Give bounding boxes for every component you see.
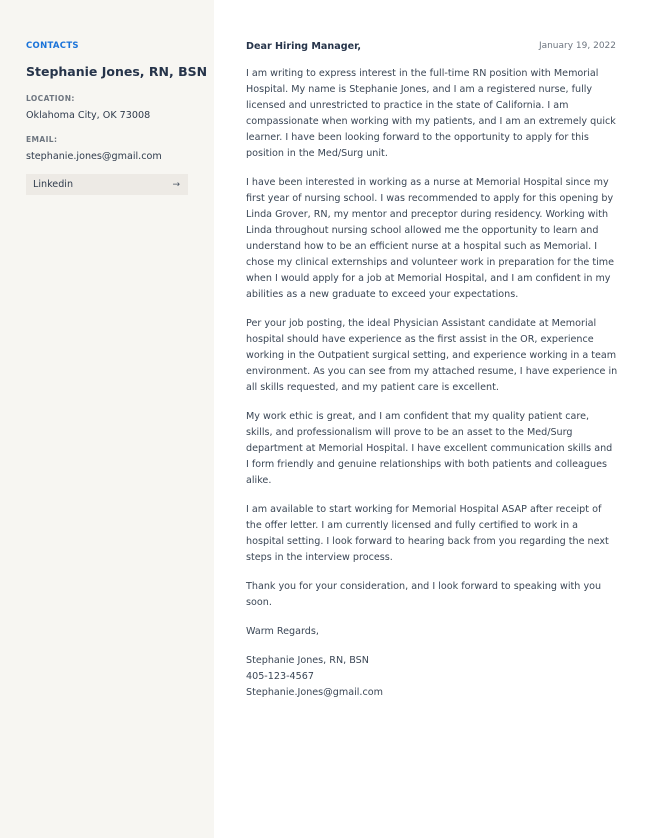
signature	[246, 653, 618, 701]
paragraph: My work ethic is great, and I am confident that my quality patient care, skills, and professionalism will prove to be an asset to the Med/Surg department at Memorial Hospital. I have excellent communication skills and I form friendly and genuine relationships with both patients and colleagues alike.	[246, 411, 613, 486]
paragraph: I am available to start working for Memorial Hospital ASAP after receipt of the offer letter. I am currently licensed and fully certified to work in a hospital setting. I look forward to hearing back from you regarding the next steps in the interview process.	[246, 504, 609, 563]
location-value: Oklahoma City, OK 73008	[26, 110, 151, 121]
applicant-name: Stephanie Jones, RN, BSN	[26, 64, 208, 79]
signature-email: Stephanie.Jones@gmail.com	[246, 687, 383, 698]
letter-date: January 19, 2022	[538, 41, 616, 51]
location-label: LOCATION:	[26, 94, 75, 103]
contacts-heading: CONTACTS	[26, 41, 79, 51]
signature-phone: 405-123-4567	[246, 671, 314, 682]
closing: Warm Regards,	[246, 626, 319, 637]
signature-name: Stephanie Jones, RN, BSN	[246, 655, 369, 666]
paragraph: Per your job posting, the ideal Physician Assistant candidate at Memorial hospital should have experience as the first assist in the OR, experience working in the Outpatient surgical setting, and experience working in a team environment. As you can see from my attached resume, I have experience in all skills requested, and my patient care is excellent.	[246, 318, 618, 393]
linkedin-label: Linkedin	[33, 179, 74, 190]
paragraph: I am writing to express interest in the full-time RN position with Memorial Hospital. My name is Stephanie Jones, and I am a registered nurse, fully licensed and unrestricted to practice in the state of California. I am compassionate when working with my patients, and I am an extremely quick learner. I have been looking forward to the opportunity to apply for this position in the Med/Surg unit.	[246, 68, 616, 159]
email-value[interactable]: stephanie.jones@gmail.com	[26, 151, 162, 162]
paragraph: Thank you for your consideration, and I look forward to speaking with you soon.	[246, 581, 602, 608]
arrow-right-icon: →	[172, 179, 180, 190]
sidebar	[0, 0, 214, 838]
paragraph: I have been interested in working as a nurse at Memorial Hospital since my first year of nursing school. I was recommended to apply for this opening by Linda Grover, RN, my mentor and preceptor during residency. Working with Linda throughout nursing school allowed me the opportunity to learn and understand how to be an efficient nurse at a hospital such as Memorial. I chose my clinical externships and volunteer work in preparation for the time when I would apply for a job at Memorial Hospital, and I am confident in my abilities as a new graduate to exceed your expectations.	[246, 177, 615, 300]
linkedin-link[interactable]	[26, 174, 188, 195]
letter-body	[246, 66, 618, 701]
email-label: EMAIL:	[26, 135, 58, 144]
greeting: Dear Hiring Manager,	[246, 41, 362, 52]
